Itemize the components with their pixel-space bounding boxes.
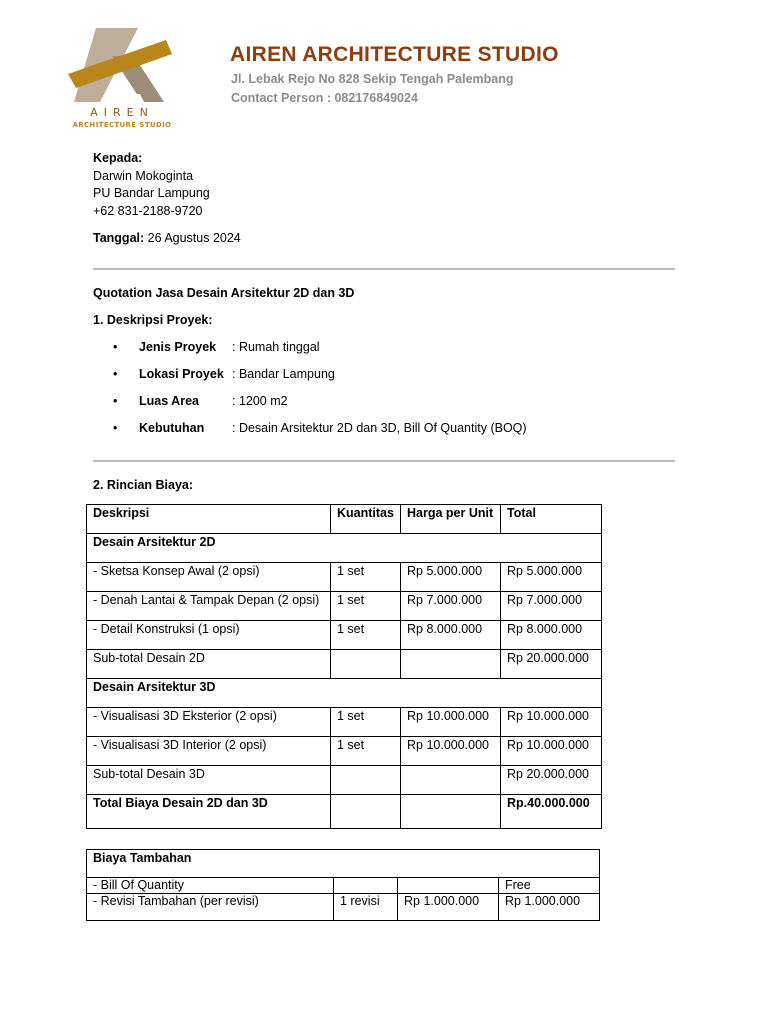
table-row: [87, 621, 602, 650]
table-cell: [334, 878, 398, 894]
date-label: Tanggal:: [93, 231, 145, 245]
table-cell: 1 revisi: [334, 894, 398, 921]
section1-title-text: 1. Deskripsi Proyek:: [93, 313, 213, 327]
company-contact: Contact Person : 082176849024: [231, 91, 418, 105]
subtotal-label: Sub-total Desain 3D: [87, 766, 331, 795]
recipient-phone: +62 831-2188-9720: [93, 203, 203, 218]
table-cell: Rp 10.000.000: [501, 737, 602, 766]
table-cell: Rp 10.000.000: [501, 708, 602, 737]
list-item: [113, 365, 673, 392]
table-cell: 1 set: [331, 737, 401, 766]
date-value: 26 Agustus 2024: [144, 231, 241, 245]
table-cell: Rp 8.000.000: [401, 621, 501, 650]
company-logo: [62, 22, 182, 132]
date-line: [93, 230, 241, 248]
extra-cost-table: [86, 849, 600, 921]
table-row: [87, 563, 602, 592]
bullet-icon: •: [113, 367, 118, 381]
table-row: [87, 592, 602, 621]
bullet-icon: •: [113, 340, 118, 354]
logo-word: AIREN: [90, 106, 154, 119]
item-value: : 1200 m2: [232, 394, 288, 408]
logo-tagline: ARCHITECTURE STUDIO: [72, 121, 172, 129]
table-cell: [398, 878, 499, 894]
group-label: Desain Arsitektur 3D: [87, 679, 602, 708]
extra-title: Biaya Tambahan: [87, 850, 600, 878]
table-cell: [401, 795, 501, 829]
total-value: Rp.40.000.000: [501, 795, 602, 829]
subtotal-value: Rp 20.000.000: [501, 766, 602, 795]
table-cell: Rp 7.000.000: [501, 592, 602, 621]
table-row: [87, 894, 600, 921]
quotation-title: [93, 285, 354, 303]
item-key: Kebutuhan: [139, 421, 205, 435]
subtotal-value: Rp 20.000.000: [501, 650, 602, 679]
table-cell: - Denah Lantai & Tampak Depan (2 opsi): [87, 592, 331, 621]
section2-title-text: 2. Rincian Biaya:: [93, 478, 194, 492]
table-cell: Rp 1.000.000: [499, 894, 600, 921]
bullet-icon: •: [113, 394, 118, 408]
table-header-row: [87, 850, 600, 878]
section2-title: [93, 477, 193, 495]
table-cell: Rp 1.000.000: [398, 894, 499, 921]
total-row: [87, 795, 602, 829]
section1-title: [93, 312, 213, 330]
table-cell: Rp 10.000.000: [401, 708, 501, 737]
table-cell: 1 set: [331, 563, 401, 592]
list-item: [113, 392, 673, 419]
table-cell: 1 set: [331, 708, 401, 737]
table-cell: Rp 5.000.000: [401, 563, 501, 592]
bullet-icon: •: [113, 421, 118, 435]
column-header: Harga per Unit: [401, 505, 501, 534]
item-key: Jenis Proyek: [139, 340, 217, 354]
quotation-title-text: Quotation Jasa Desain Arsitektur 2D dan 3D: [93, 286, 355, 300]
table-cell: Rp 7.000.000: [401, 592, 501, 621]
group-label: Desain Arsitektur 2D: [87, 534, 602, 563]
item-value: : Rumah tinggal: [232, 340, 320, 354]
table-group-row: [87, 534, 602, 563]
recipient-block: [93, 150, 210, 220]
list-item: [113, 419, 673, 446]
recipient-org: PU Bandar Lampung: [93, 186, 210, 200]
subtotal-row: [87, 650, 602, 679]
company-address: Jl. Lebak Rejo No 828 Sekip Tengah Palembang: [231, 72, 514, 86]
table-row: [87, 708, 602, 737]
table-cell: - Sketsa Konsep Awal (2 opsi): [87, 563, 331, 592]
table-cell: [331, 795, 401, 829]
table-group-row: [87, 679, 602, 708]
cost-table: [86, 504, 602, 829]
list-item: [113, 338, 673, 365]
table-cell: 1 set: [331, 621, 401, 650]
company-name: AIREN ARCHITECTURE STUDIO: [230, 43, 559, 66]
divider-2: [93, 460, 675, 462]
table-cell: - Bill Of Quantity: [87, 878, 334, 894]
divider-1: [93, 268, 675, 270]
table-cell: - Detail Konstruksi (1 opsi): [87, 621, 331, 650]
subtotal-label: Sub-total Desain 2D: [87, 650, 331, 679]
column-header: Kuantitas: [331, 505, 401, 534]
total-label: Total Biaya Desain 2D dan 3D: [87, 795, 331, 829]
table-cell: Free: [499, 878, 600, 894]
recipient-label: Kepada:: [93, 151, 143, 165]
column-header: Total: [501, 505, 602, 534]
table-cell: - Visualisasi 3D Interior (2 opsi): [87, 737, 331, 766]
item-value: : Desain Arsitektur 2D dan 3D, Bill Of Quantity (BOQ): [232, 421, 527, 435]
table-cell: [331, 766, 401, 795]
table-cell: - Visualisasi 3D Eksterior (2 opsi): [87, 708, 331, 737]
table-cell: [401, 650, 501, 679]
table-cell: [401, 766, 501, 795]
table-cell: Rp 8.000.000: [501, 621, 602, 650]
recipient-name: Darwin Mokoginta: [93, 168, 194, 183]
subtotal-row: [87, 766, 602, 795]
table-cell: Rp 10.000.000: [401, 737, 501, 766]
table-row: [87, 878, 600, 894]
table-header-row: [87, 505, 602, 534]
item-value: : Bandar Lampung: [232, 367, 335, 381]
table-cell: Rp 5.000.000: [501, 563, 602, 592]
table-cell: 1 set: [331, 592, 401, 621]
column-header: Deskripsi: [87, 505, 331, 534]
item-key: Luas Area: [139, 394, 199, 408]
item-key: Lokasi Proyek: [139, 367, 224, 381]
table-cell: - Revisi Tambahan (per revisi): [87, 894, 334, 921]
table-cell: [331, 650, 401, 679]
logo-mark-icon: [62, 22, 182, 106]
table-row: [87, 737, 602, 766]
project-description-list: [113, 338, 673, 446]
